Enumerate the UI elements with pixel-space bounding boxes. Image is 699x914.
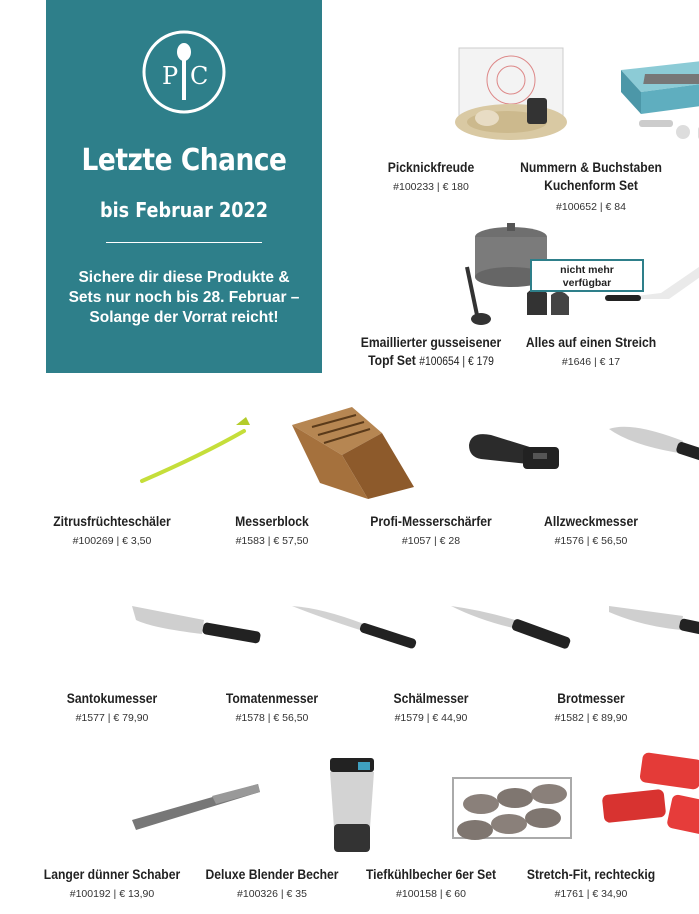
paring-knife-icon xyxy=(431,572,591,692)
product-meta: #100269 | € 3,50 xyxy=(72,535,152,547)
utility-knife-icon xyxy=(591,395,699,515)
product-meta: #100158 | € 60 xyxy=(396,888,466,900)
product-meta: #1761 | € 34,90 xyxy=(554,888,628,900)
promo-panel xyxy=(46,0,322,373)
product-name: Santokumesser xyxy=(66,691,158,706)
product-meta: #1578 | € 56,50 xyxy=(235,712,309,724)
product-name: Profi-Messerschärfer xyxy=(370,514,492,529)
product-name: Allzweckmesser xyxy=(544,514,638,529)
product-name: Emaillierter gusseisener xyxy=(360,335,502,350)
cake-pan-set-icon xyxy=(591,40,699,160)
product-meta: #100233 | € 180 xyxy=(393,181,469,193)
product-meta: #1582 | € 89,90 xyxy=(554,712,628,724)
santoku-knife-icon xyxy=(112,572,272,692)
product-name: Nummern & Buchstaben xyxy=(520,160,662,175)
product-name-line2: Topf Set #100654 | € 179 xyxy=(368,353,494,368)
not-available-badge: nicht mehr verfügbar xyxy=(530,259,644,292)
product-name: Brotmesser xyxy=(557,691,625,706)
pampered-chef-logo-icon xyxy=(142,30,226,114)
svg-text:C: C xyxy=(190,62,209,90)
product-name-line2: Kuchenform Set xyxy=(544,178,638,193)
product-name: Tiefkühlbecher 6er Set xyxy=(365,867,497,882)
citrus-peeler-icon xyxy=(112,395,272,515)
product-name: Langer dünner Schaber xyxy=(43,867,181,882)
knife-block-icon xyxy=(272,395,432,515)
product-meta: #1646 | € 17 xyxy=(561,356,621,368)
promo-description: Sichere dir diese Produkte & Sets nur noch bis 28. Februar – Solange der Vorrat reicht! xyxy=(68,269,300,326)
knife-sharpener-icon xyxy=(431,395,591,515)
product-name: Schälmesser xyxy=(393,691,469,706)
product-name: Alles auf einen Streich xyxy=(525,335,657,350)
product-name: Messerblock xyxy=(235,514,309,529)
scraper-icon xyxy=(112,748,272,868)
svg-text:P: P xyxy=(162,62,179,90)
product-meta: #1577 | € 79,90 xyxy=(75,712,149,724)
product-name: Deluxe Blender Becher xyxy=(205,867,339,882)
picnic-set-icon xyxy=(431,40,591,160)
product-meta: #1576 | € 56,50 xyxy=(554,535,628,547)
product-name: Tomatenmesser xyxy=(225,691,319,706)
product-meta: #1583 | € 57,50 xyxy=(235,535,309,547)
product-meta: #1579 | € 44,90 xyxy=(394,712,468,724)
product-meta: #100326 | € 35 xyxy=(237,888,307,900)
product-name: Picknickfreude xyxy=(387,160,475,175)
promo-title: Letzte Chance xyxy=(81,143,287,178)
product-name: Stretch-Fit, rechteckig xyxy=(526,867,656,882)
product-name: Zitrusfrüchteschäler xyxy=(53,514,171,529)
blender-cup-icon xyxy=(272,748,432,868)
product-meta: #100652 | € 84 xyxy=(556,201,626,213)
tomato-knife-icon xyxy=(272,572,432,692)
freezer-cups-icon xyxy=(431,748,591,868)
stretch-lids-icon xyxy=(591,748,699,868)
divider xyxy=(106,242,262,243)
product-meta: #100192 | € 13,90 xyxy=(69,888,155,900)
promo-subtitle: bis Februar 2022 xyxy=(100,198,268,222)
bread-knife-icon xyxy=(591,572,699,692)
product-meta: #1057 | € 28 xyxy=(401,535,461,547)
